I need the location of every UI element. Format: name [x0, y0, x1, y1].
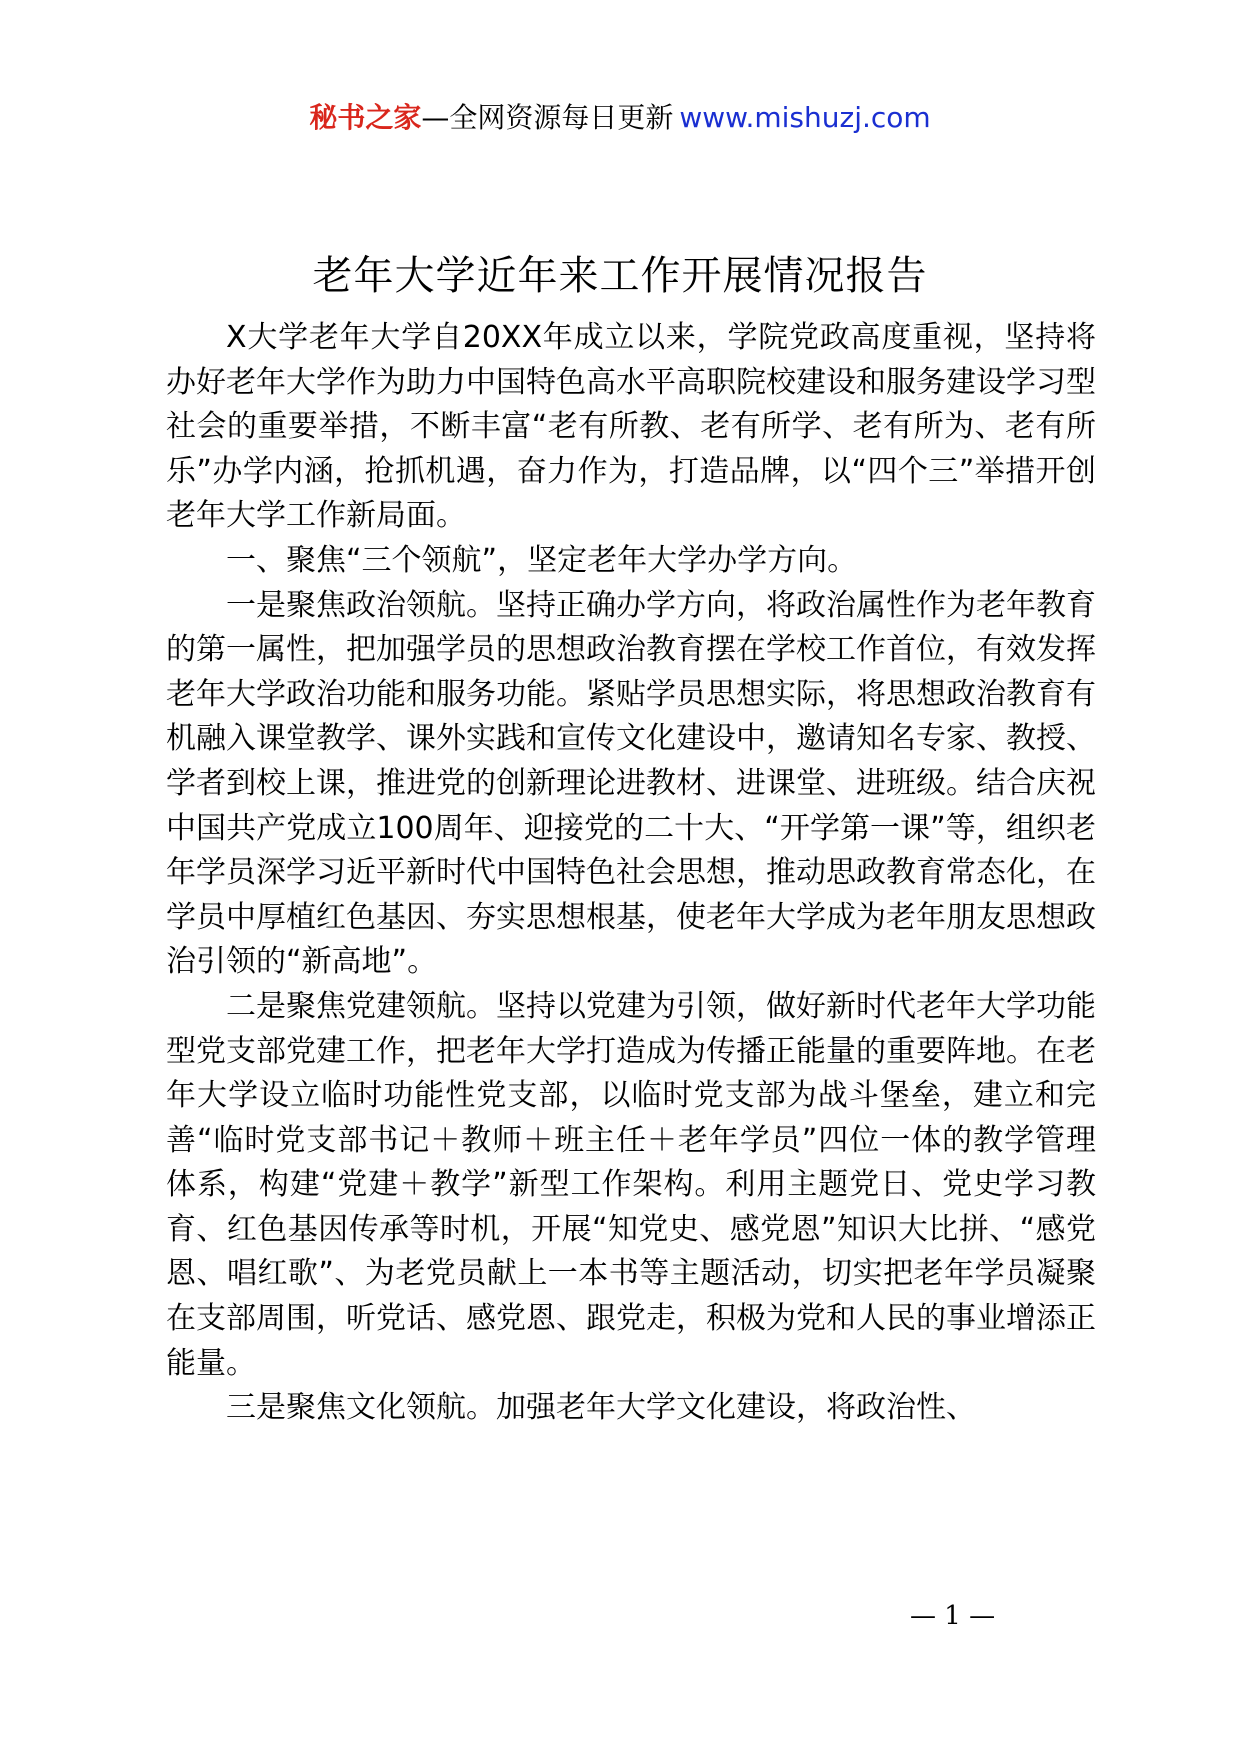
site-header [0, 98, 1240, 138]
brand-name: 秘书之家 [309, 101, 422, 134]
paragraph-political-leadership: 一是聚焦政治领航。坚持正确办学方向，将政治属性作为老年教育的第一属性，把加强学员的思想政治教育摆在学校工作首位，有效发挥老年大学政治功能和服务功能。紧贴学员思想实际，将思想政治教育有机融入课堂教学、课外实践和宣传文化建设中，邀请知名专家、教授、学者到校上课，推进党的创新理论进教材、进课堂、进班级。结合庆祝中国共产党成立100周年、迎接党的二十大、“开学第一课”等，组织老年学员深学习近平新时代中国特色社会思想，推动思政教育常态化，在学员中厚植红色基因、夯实思想根基，使老年大学成为老年朋友思想政治引领的“新高地”。 [166, 587, 1096, 980]
section-heading-1: 一、聚焦“三个领航”，坚定老年大学办学方向。 [226, 542, 858, 578]
site-url-link[interactable]: www.mishuzj.com [679, 101, 931, 134]
document-title: 老年大学近年来工作开展情况报告 [312, 253, 928, 299]
document-body [166, 316, 1096, 1431]
paragraph-cultural-leadership: 三是聚焦文化领航。加强老年大学文化建设，将政治性、 [226, 1390, 976, 1426]
paragraph-intro: X大学老年大学自20XX年成立以来，学院党政高度重视，坚持将办好老年大学作为助力中国特色高水平高职院校建设和服务建设学习型社会的重要举措，不断丰富“老有所教、老有所学、老有所为、老有所乐”办学内涵，抢抓机遇，奋力作为，打造品牌，以“四个三”举措开创老年大学工作新局面。 [166, 320, 1096, 534]
paragraph-party-building-leadership: 二是聚焦党建领航。坚持以党建为引领，做好新时代老年大学功能型党支部党建工作，把老年大学打造成为传播正能量的重要阵地。在老年大学设立临时功能性党支部，以临时党支部为战斗堡垒，建立和完善“临时党支部书记＋教师＋班主任＋老年学员”四位一体的教学管理体系，构建“党建＋教学”新型工作架构。利用主题党日、党史学习教育、红色基因传承等时机，开展“知党史、感党恩”知识大比拼、“感党恩、唱红歌”、为老党员献上一本书等主题活动，切实把老年学员凝聚在支部周围，听党话、感党恩、跟党走，积极为党和人民的事业增添正能量。 [166, 988, 1096, 1381]
page-number: — 1 — [910, 1601, 996, 1631]
header-slogan: —全网资源每日更新 [421, 101, 674, 134]
